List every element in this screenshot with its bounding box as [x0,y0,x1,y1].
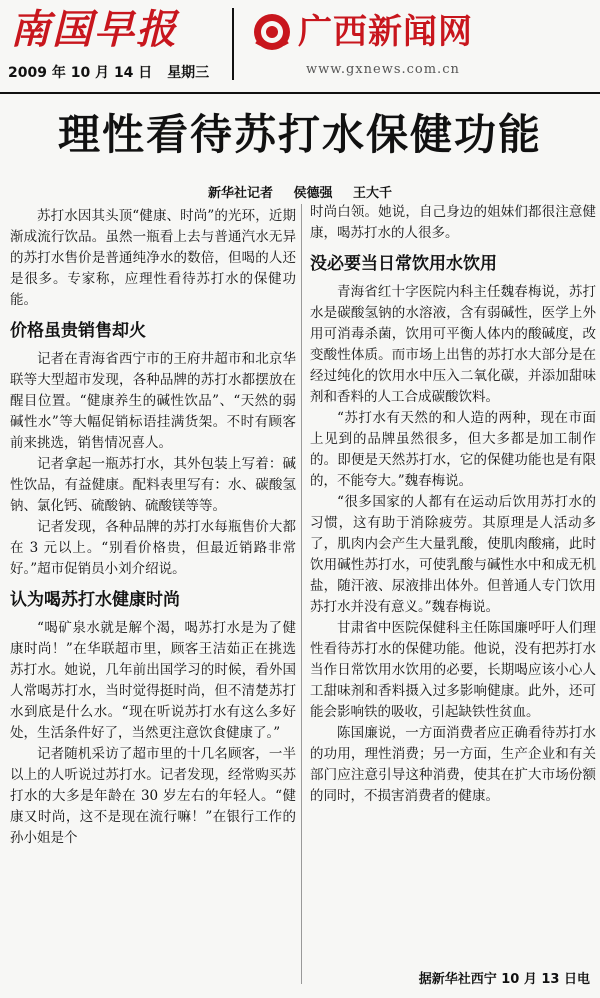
paper-name: 南国早报 [10,6,178,53]
paragraph: 记者在青海省西宁市的王府井超市和北京华联等大型超市发现，各种品牌的苏打水都摆放在醒目位置。“健康养生的碱性饮品”、“天然的弱碱性水”等大幅促销标语挂满货架。不时有顾客前来挑选，销售情况喜人。 [10,351,296,451]
byline-author: 王大千 [353,186,393,201]
paragraph: “苏打水有天然的和人造的两种，现在市面上见到的品牌虽然很多，但大多都是加工制作的。即便是天然苏打水，它的保健功能也是有限的，不能夸大。”魏春梅说。 [310,410,596,489]
paragraph: 记者拿起一瓶苏打水，其外包装上写着：碱性饮品，有益健康。配料表里写有：水、碳酸氢钠、氯化钙、硫酸钠、硫酸镁等等。 [10,456,296,514]
section-heading: 没必要当日常饮用水饮用 [310,254,497,274]
header-rule [0,92,600,94]
column-divider [301,204,302,984]
issue-date: 2009 年 10 月 14 日 [8,65,153,81]
site-url[interactable]: www.gxnews.com.cn [306,62,460,77]
section-heading: 价格虽贵销售却火 [10,321,146,341]
article-dateline: 据新华社西宁 10 月 13 日电 [418,972,590,987]
masthead-divider [232,8,234,80]
site-name: 广西新闻网 [298,12,473,52]
article-lead: 苏打水因其头顶“健康、时尚”的光环，近期渐成流行饮品。虽然一瓶看上去与普通汽水无异的苏打水售价是普通纯净水的数倍，但喝的人还是很多。专家称，应理性看待苏打水的保健功能。 [10,208,296,308]
paragraph: 记者发现，各种品牌的苏打水每瓶售价大都在 3 元以上。“别看价格贵，但最近销路非常好。”超市促销员小刘介绍说。 [10,519,296,577]
article-column-right [310,202,596,807]
masthead [0,0,600,88]
paragraph: 记者随机采访了超市里的十几名顾客，一半以上的人听说过苏打水。记者发现，经常购买苏打水的大多是年龄在 30 岁左右的年轻人。“健康又时尚，这不是现在流行嘛！”在银行工作的孙小姐是个 [10,746,296,846]
paragraph-continuation: 时尚白领。她说，自己身边的姐妹们都很注意健康，喝苏打水的人很多。 [310,204,596,241]
paragraph: 青海省红十字医院内科主任魏春梅说，苏打水是碳酸氢钠的水溶液，含有弱碱性，医学上外用可消毒杀菌，饮用可平衡人体内的酸碱度，改变酸性体质。而市场上出售的苏打水大部分是在经过纯化的饮用水中压入二氧化碳，并添加甜味剂和香料的人工合成碳酸饮料。 [310,284,596,405]
section-heading: 认为喝苏打水健康时尚 [10,590,180,610]
byline-author: 侯德强 [293,186,333,201]
article-column-left [10,206,296,849]
gxnews-logo-icon [252,12,292,52]
paragraph: 甘肃省中医院保健科主任陈国廉呼吁人们理性看待苏打水的保健功能。他说，没有把苏打水当作日常饮用水饮用的必要，长期喝应该小心人工甜味剂和香料摄入过多影响健康。此外，还可能会影响铁的吸收，引起缺铁性贫血。 [310,620,596,720]
issue-date-line [8,62,219,82]
paragraph: 陈国廉说，一方面消费者应正确看待苏打水的功用，理性消费；另一方面，生产企业和有关部门应注意引导这种消费，使其在扩大市场份额的同时，不损害消费者的健康。 [310,725,596,804]
article-headline: 理性看待苏打水保健功能 [57,110,542,159]
byline [0,182,600,201]
byline-org: 新华社记者 [207,186,273,201]
paragraph: “很多国家的人都有在运动后饮用苏打水的习惯，这有助于消除疲劳。其原理是人活动多了，肌肉内会产生大量乳酸，使肌肉酸痛，此时饮用碱性苏打水，可使乳酸与碱性水中和成无机盐，随汗液、尿液排出体外。但普通人专门饮用苏打水并没有意义。”魏春梅说。 [310,494,596,615]
paragraph: “喝矿泉水就是解个渴，喝苏打水是为了健康时尚！”在华联超市里，顾客王洁茹正在挑选苏打水。她说，几年前出国学习的时候，看外国人常喝苏打水，当时觉得挺时尚，但不清楚苏打水到底是什么水。“现在听说苏打水有这么多好处，生活条件好了，当然更注意饮食健康了。” [10,620,296,741]
issue-weekday: 星期三 [167,65,210,81]
